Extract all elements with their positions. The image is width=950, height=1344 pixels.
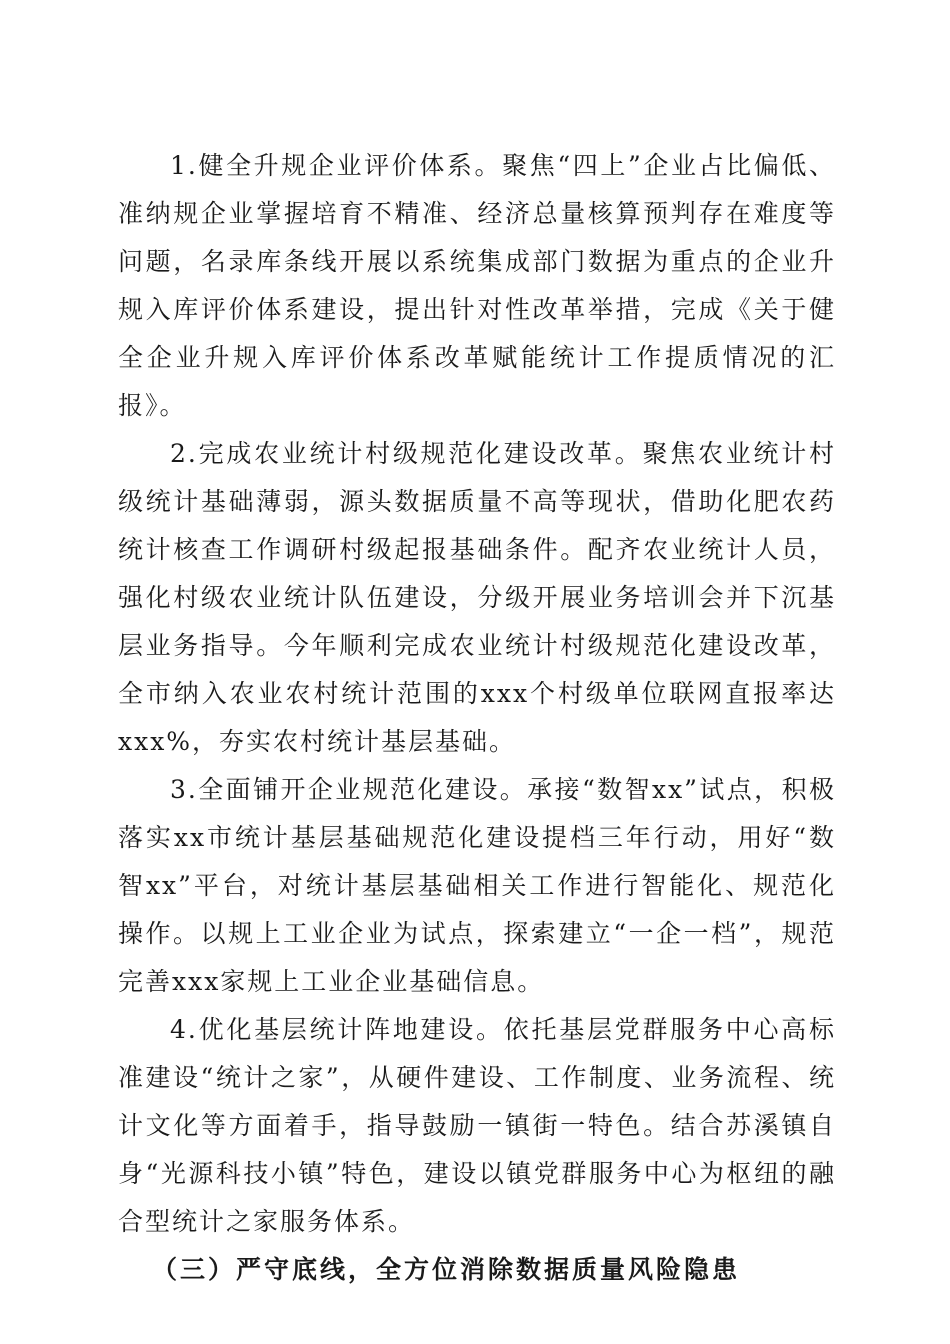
paragraph-3: 3.全面铺开企业规范化建设。承接“数智xx”试点，积极落实xx市统计基层基础规范化建设提档三年行动，用好“数智xx”平台，对统计基层基础相关工作进行智能化、规范化操作。以规上工业企业为试点，探索建立“一企一档”，规范完善xxx家规上工业企业基础信息。 <box>118 775 836 996</box>
section-heading: （三）严守底线，全方位消除数据质量风险隐患 <box>152 1255 741 1284</box>
paragraph-4: 4.优化基层统计阵地建设。依托基层党群服务中心高标准建设“统计之家”，从硬件建设、工作制度、业务流程、统计文化等方面着手，指导鼓励一镇街一特色。结合苏溪镇自身“光源科技小镇”特色，建设以镇党群服务中心为枢纽的融合型统计之家服务体系。 <box>118 1015 836 1236</box>
paragraph-1: 1.健全升规企业评价体系。聚焦“四上”企业占比偏低、准纳规企业掌握培育不精准、经济总量核算预判存在难度等问题，名录库条线开展以系统集成部门数据为重点的企业升规入库评价体系建设，提出针对性改革举措，完成《关于健全企业升规入库评价体系改革赋能统计工作提质情况的汇报》。 <box>118 151 836 420</box>
document-body <box>118 142 836 1294</box>
paragraph-2: 2.完成农业统计村级规范化建设改革。聚焦农业统计村级统计基础薄弱，源头数据质量不高等现状，借助化肥农药统计核查工作调研村级起报基础条件。配齐农业统计人员，强化村级农业统计队伍建设，分级开展业务培训会并下沉基层业务指导。今年顺利完成农业统计村级规范化建设改革，全市纳入农业农村统计范围的xxx个村级单位联网直报率达xxx%，夯实农村统计基层基础。 <box>118 439 836 756</box>
